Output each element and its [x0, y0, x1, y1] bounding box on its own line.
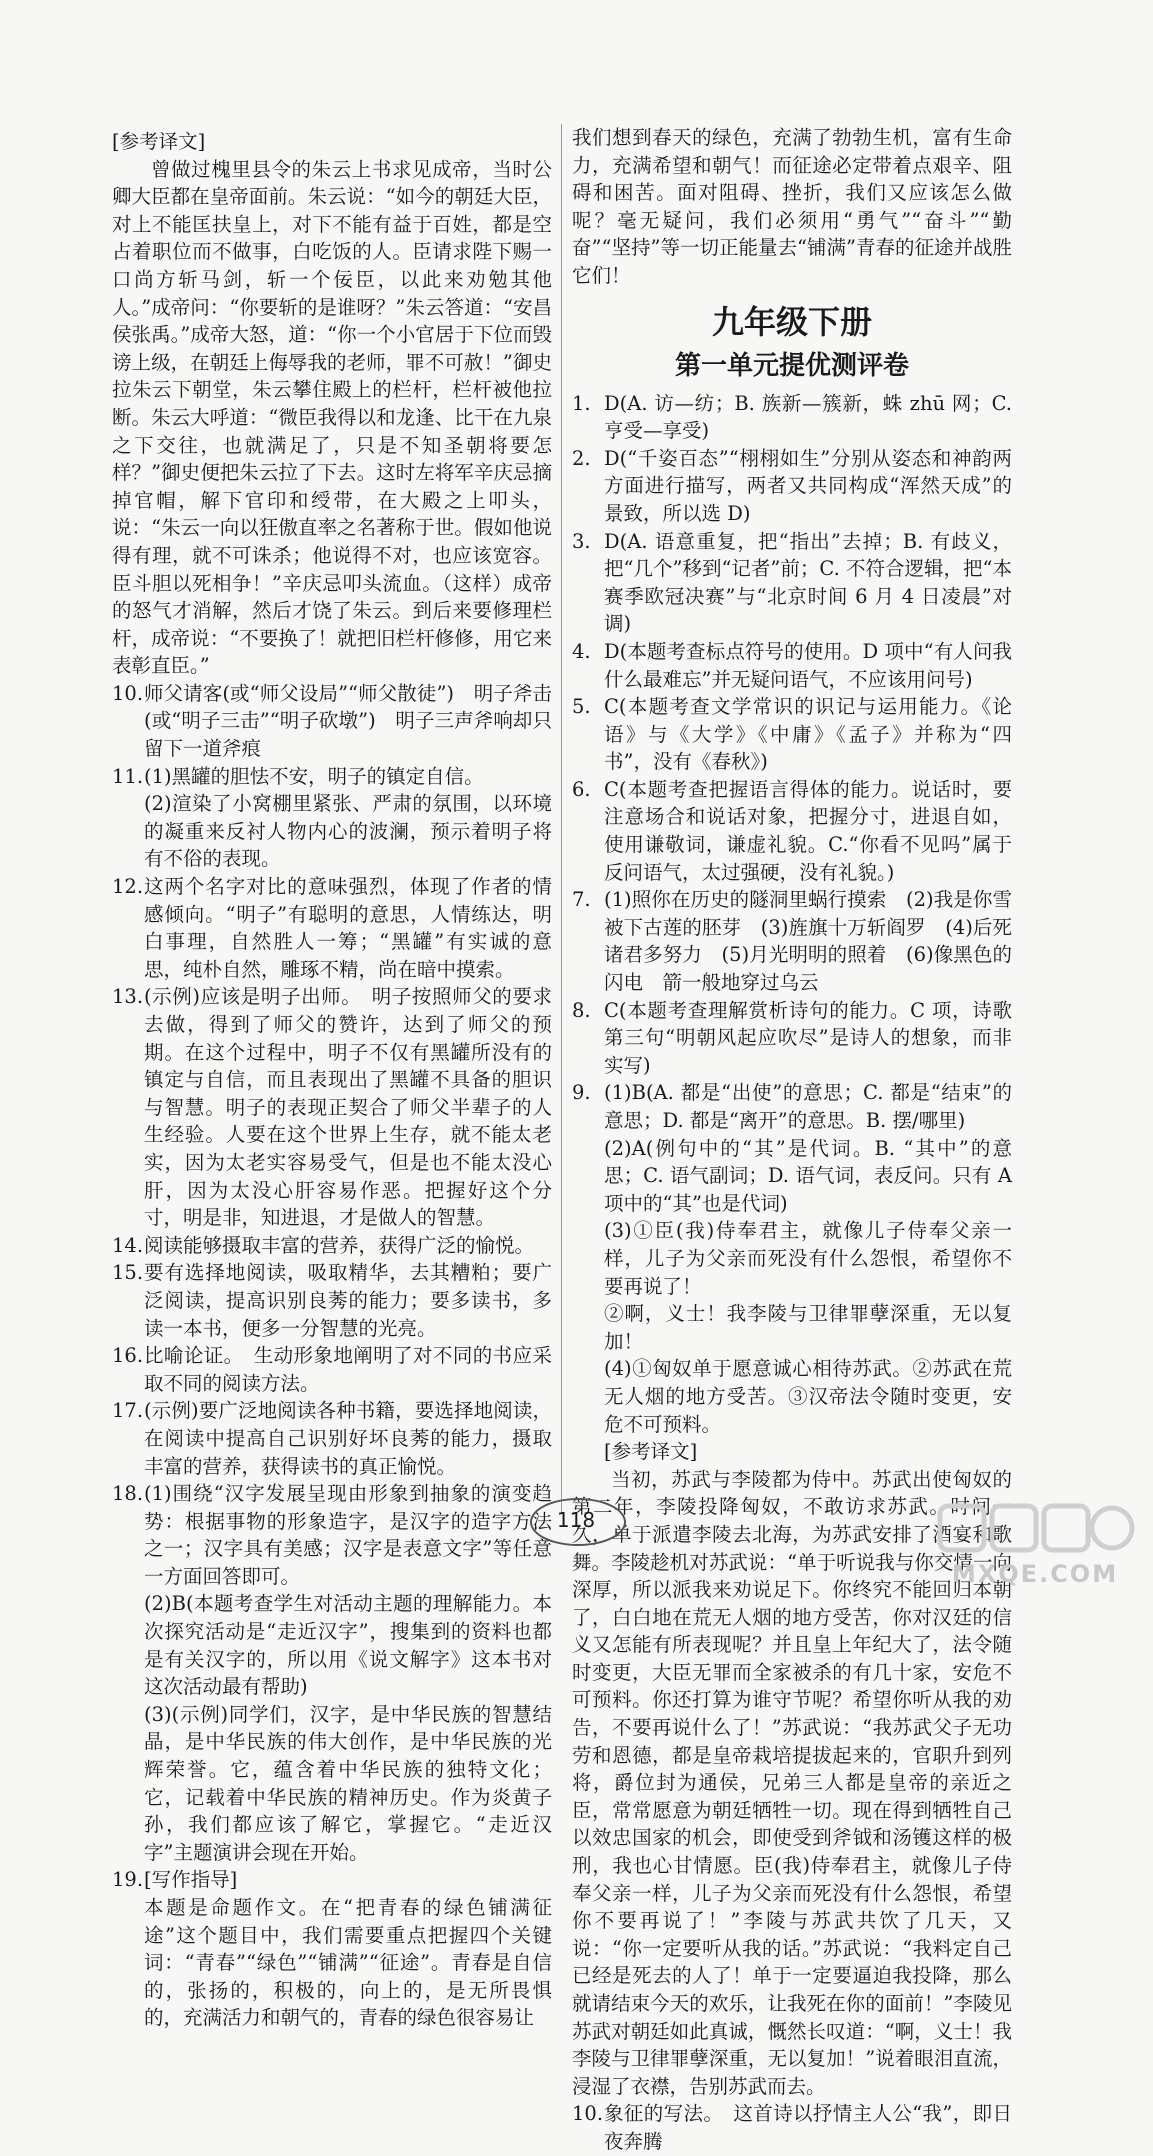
- answer-text: (1)B(A. 都是“出使”的意思；C. 都是“结束”的意思；D. 都是“离开”的意思。B. 摆/哪里): [604, 1081, 1012, 1132]
- page-number: 118: [556, 1508, 596, 1532]
- answer-number: 15.: [112, 1261, 144, 1285]
- continued-essay-guidance: 我们想到春天的绿色，充满了勃勃生机，富有生命力，充满希望和朝气！而征途必定带着点艰辛、阻碍和困苦。面对阻碍、挫折，我们又应该怎么做呢？毫无疑问，我们必须用“勇气”“奋斗”“勤奋”“坚持”等一切正能量去“铺满”青春的征途并战胜它们！: [572, 126, 1012, 287]
- answer-item: [112, 1397, 552, 1480]
- answer-text: C(本题考查把握语言得体的能力。说话时，要注意场合和说话对象，把握分寸，进退自如，使用谦敬词，谦虚礼貌。C.“你看不见吗”属于反问语气，太过强硬，没有礼貌。): [604, 777, 1012, 884]
- watermark-logo: [930, 1500, 1140, 1590]
- answer-text: (1)黑罐的胆怯不安，明子的镇定自信。: [144, 764, 484, 788]
- answer-item: [572, 2100, 1012, 2155]
- answer-item: [112, 1866, 552, 1894]
- answer-number: 8.: [572, 998, 591, 1022]
- answer-text: C(本题考查理解赏析诗句的能力。C 项，诗歌第三句“明朝风起应吹尽”是诗人的想象，而非实写): [604, 998, 1012, 1077]
- answer-number: 10.: [572, 2102, 604, 2126]
- answer-number: 1.: [572, 391, 591, 415]
- answer-text: 要有选择地阅读，吸取精华，去其糟粕；要广泛阅读，提高识别良莠的能力；要多读书，多读一本书，便多一分智慧的光亮。: [144, 1261, 552, 1340]
- watermark-icon: [930, 1500, 1140, 1560]
- answer-text: (1)围绕“汉字发展呈现由形象到抽象的演变趋势：根据事物的形象造字，是汉字的造字方法之一；汉字具有美感；汉字是表意文字”等任意一方面回答即可。: [144, 1482, 552, 1588]
- answer-text: D(A. 语意重复，把“指出”去掉；B. 有歧义，把“几个”移到“记者”前；C. 不符合逻辑，把“本赛季欧冠决赛”与“北京时间 6 月 4 日凌晨”对调): [604, 529, 1012, 636]
- answer-number: 4.: [572, 639, 591, 663]
- column-divider: [561, 124, 562, 1514]
- left-column: [112, 128, 552, 2032]
- answer-number: 10.: [112, 681, 144, 705]
- grade-title: 九年级下册: [711, 302, 872, 341]
- answer-text: [写作指导]: [144, 1868, 238, 1892]
- answer-text: 比喻论证。 生动形象地阐明了对不同的书应采取不同的阅读方法。: [144, 1344, 552, 1395]
- answer-number: 5.: [572, 695, 591, 719]
- answer-number: 9.: [572, 1081, 591, 1105]
- answer-item: [572, 528, 1012, 638]
- answer-subitem: 本题是命题作文。在“把青春的绿色铺满征途”这个题目中，我们需要重点把握四个关键词：“青春”“绿色”“铺满”“征途”。青春是自信的，张扬的，积极的，向上的，是无所畏惧的，充满活力和朝气的，青春的绿色很容易让: [144, 1896, 552, 2030]
- answer-item: [112, 1480, 552, 1590]
- answer-number: 18.: [112, 1482, 144, 1506]
- unit-title: 第一单元提优测评卷: [674, 350, 909, 381]
- answer-item: [572, 693, 1012, 776]
- answer-subitem: (2)B(本题考查学生对活动主题的理解能力。本次探究活动是“走近汉字”，搜集到的资料也都是有关汉字的，所以用《说文解字》这本书对这次活动最有帮助): [144, 1592, 552, 1699]
- answer-text: 师父请客(或“师父设局”“师父散徒”) 明子斧击(或“明子三击”“明子砍墩”) 明子三声斧响却只留下一道斧痕: [144, 681, 552, 761]
- answer-subitem: ②啊，义士！我李陵与卫律罪孽深重，无以复加！: [604, 1302, 1012, 1353]
- right-answer-list: [572, 390, 1012, 1439]
- answer-text: D(“千姿百态”“栩栩如生”分别从姿态和神韵两方面进行描写，两者又共同构成“浑然天成”的景致，所以选 D): [604, 446, 1012, 525]
- answer-subitem: (2)渲染了小窝棚里紧张、严肃的氛围，以环境的凝重来反衬人物内心的波澜，预示着明子将有不俗的表现。: [144, 792, 552, 871]
- answer-text: 象征的写法。 这首诗以抒情主人公“我”，即日夜奔腾: [604, 2102, 1012, 2153]
- answer-text: (示例)要广泛地阅读各种书籍，要选择地阅读，在阅读中提高自己识别好坏良莠的能力，摄取丰富的营养，获得读书的真正愉悦。: [144, 1399, 552, 1478]
- answer-item: [112, 763, 552, 791]
- answer-item: [572, 1079, 1012, 1134]
- answer-subitem: (4)①匈奴单于愿意诚心相待苏武。②苏武在荒无人烟的地方受苦。③汉帝法令随时变更，安危不可预料。: [604, 1357, 1012, 1436]
- reference-translation-text: 曾做过槐里县令的朱云上书求见成帝，当时公卿大臣都在皇帝面前。朱云说：“如今的朝廷大臣，对上不能匡扶皇上，对下不能有益于百姓，都是空占着职位而不做事，白吃饭的人。臣请求陛下赐一口尚方斩马剑，斩一个佞臣，以此来劝勉其他人。”成帝问：“你要斩的是谁呀？”朱云答道：“安昌侯张禹。”成帝大怒，道：“你一个小官居于下位而毁谤上级，在朝廷上侮辱我的老师，罪不可赦！”御史拉朱云下朝堂，朱云攀住殿上的栏杆，栏杆被他拉断。朱云大呼道：“微臣我得以和龙逢、比干在九泉之下交往，也就满足了，只是不知圣朝将要怎样？”御史便把朱云拉了下去。这时左将军辛庆忌摘掉官帽，解下官印和绶带，在大殿之上叩头，说：“朱云一向以狂傲直率之名著称于世。假如他说得有理，就不可诛杀；他说得不对，也应该宽容。臣斗胆以死相争！”辛庆忌叩头流血。（这样）成帝的怒气才消解，然后才饶了朱云。到后来要修理栏杆，成帝说：“不要换了！就把旧栏杆修修，用它来表彰直臣。”: [112, 157, 552, 678]
- answer-text: D(本题考查标点符号的使用。D 项中“有人问我什么最难忘”并无疑问语气，不应该用问号): [604, 639, 1012, 691]
- answer-item: [112, 873, 552, 983]
- answer-item: [572, 445, 1012, 528]
- answer-item: [572, 638, 1012, 693]
- answer-number: 19.: [112, 1868, 144, 1892]
- answer-item: [112, 1342, 552, 1397]
- answer-text: (1)照你在历史的隧洞里蜗行摸索 (2)我是你雪被下古莲的胚芽 (3)旌旗十万斩阎罗 (4)后死诸君多努力 (5)月光明明的照着 (6)像黑色的闪电 箭一般地穿过乌云: [604, 888, 1012, 995]
- answer-number: 17.: [112, 1399, 144, 1423]
- answer-number: 13.: [112, 985, 144, 1009]
- answer-text: (示例)应该是明子出师。 明子按照师父的要求去做，得到了师父的赞许，达到了师父的预期。在这个过程中，明子不仅有黑罐所没有的镇定与自信，而且表现出了黑罐不具备的胆识与智慧。明子的表现正契合了师父半辈子的人生经验。人要在这个世界上生存，就不能太老实，因为太老实容易受气，但是也不能太没心肝，因为太没心肝容易作恶。把握好这个分寸，明是非，知进退，才是做人的智慧。: [144, 985, 552, 1230]
- answer-item: [572, 997, 1012, 1080]
- answer-text: 这两个名字对比的意味强烈，体现了作者的情感倾向。“明子”有聪明的意思，人情练达，明白事理，自然胜人一筹；“黑罐”有实诚的意思，纯朴自然，雕琢不精，尚在暗中摸索。: [144, 875, 552, 981]
- answer-number: 16.: [112, 1344, 144, 1368]
- answer-number: 14.: [112, 1233, 144, 1257]
- answer-item: [112, 680, 552, 763]
- answer-number: 12.: [112, 875, 144, 899]
- answer-item: [572, 776, 1012, 886]
- answer-subitem: (2)A(例句中的“其”是代词。B. “其中”的意思；C. 语气副词；D. 语气词，表反问。只有 A 项中的“其”也是代词): [604, 1136, 1012, 1215]
- watermark-text: MXQE.COM: [951, 1560, 1119, 1588]
- answer-text: 阅读能够摄取丰富的营养，获得广泛的愉悦。: [144, 1233, 535, 1257]
- answer-subitem: (3)(示例)同学们，汉字，是中华民族的智慧结晶，是中华民族的伟大创作，是中华民族的光辉荣誉。它，蕴含着中华民族的独特文化；它，记载着中华民族的精神历史。作为炎黄子孙，我们都应该了解它，掌握它。“走近汉字”主题演讲会现在开始。: [144, 1702, 552, 1864]
- answer-item: [112, 983, 552, 1231]
- reference-translation-text-2: 当初，苏武与李陵都为侍中。苏武出使匈奴的第二年，李陵投降匈奴，不敢访求苏武。时间一久，单于派遣李陵去北海，为苏武安排了酒宴和歌舞。李陵趁机对苏武说：“单于听说我与你交情一向深厚，所以派我来劝说足下。你终究不能回归本朝了，白白地在荒无人烟的地方受苦，你对汉廷的信义又怎能有所表现呢？并且皇上年纪大了，法令随时变更，大臣无罪而全家被杀的有几十家，安危不可预料。你还打算为谁守节呢？希望你听从我的劝告，不要再说什么了！”苏武说：“我苏武父子无功劳和恩德，都是皇帝栽培提拔起来的，官职升到列将，爵位封为通侯，兄弟三人都是皇帝的亲近之臣，常常愿意为朝廷牺牲一切。现在得到牺牲自己以效忠国家的机会，即使受到斧钺和汤镬这样的极刑，我也心甘情愿。臣(我)侍奉君主，就像儿子侍奉父亲一样，儿子为父亲而死没有什么怨恨，希望你不要再说了！”李陵与苏武共饮了几天，又说：“你一定要听从我的话。”苏武说：“我料定自己已经是死去的人了！单于一定要逼迫我投降，那么就请结束今天的欢乐，让我死在你的面前！”李陵见苏武对朝廷如此真诚，慨然长叹道：“啊，义士！我李陵与卫律罪孽深重，无以复加！”说着眼泪直流，浸湿了衣襟，告别苏武而去。: [572, 1467, 1012, 2098]
- answer-number: 11.: [112, 764, 144, 788]
- answer-item: [112, 1259, 552, 1342]
- answer-number: 6.: [572, 777, 591, 801]
- answer-number: 7.: [572, 888, 591, 912]
- reference-translation-title-2: [参考译文]: [604, 1440, 698, 1464]
- answer-item: [572, 390, 1012, 445]
- reference-translation-title: [参考译文]: [112, 130, 206, 153]
- answer-text: D(A. 访—纺；B. 族新—簇新，蛛 zhū 网；C. 亨受—享受): [604, 391, 1012, 443]
- answer-number: 3.: [572, 529, 591, 553]
- left-answer-list: [112, 680, 552, 2032]
- answer-item: [572, 886, 1012, 996]
- answer-number: 2.: [572, 446, 591, 470]
- answer-item: [112, 1232, 552, 1260]
- answer-subitem: (3)①臣(我)侍奉君主，就像儿子侍奉父亲一样，儿子为父亲而死没有什么怨恨，希望你不要再说了！: [604, 1219, 1012, 1298]
- answer-text: C(本题考查文学常识的识记与运用能力。《论语》与《大学》《中庸》《孟子》并称为“四书”，没有《春秋》): [604, 695, 1012, 774]
- right-column: [572, 124, 1012, 2156]
